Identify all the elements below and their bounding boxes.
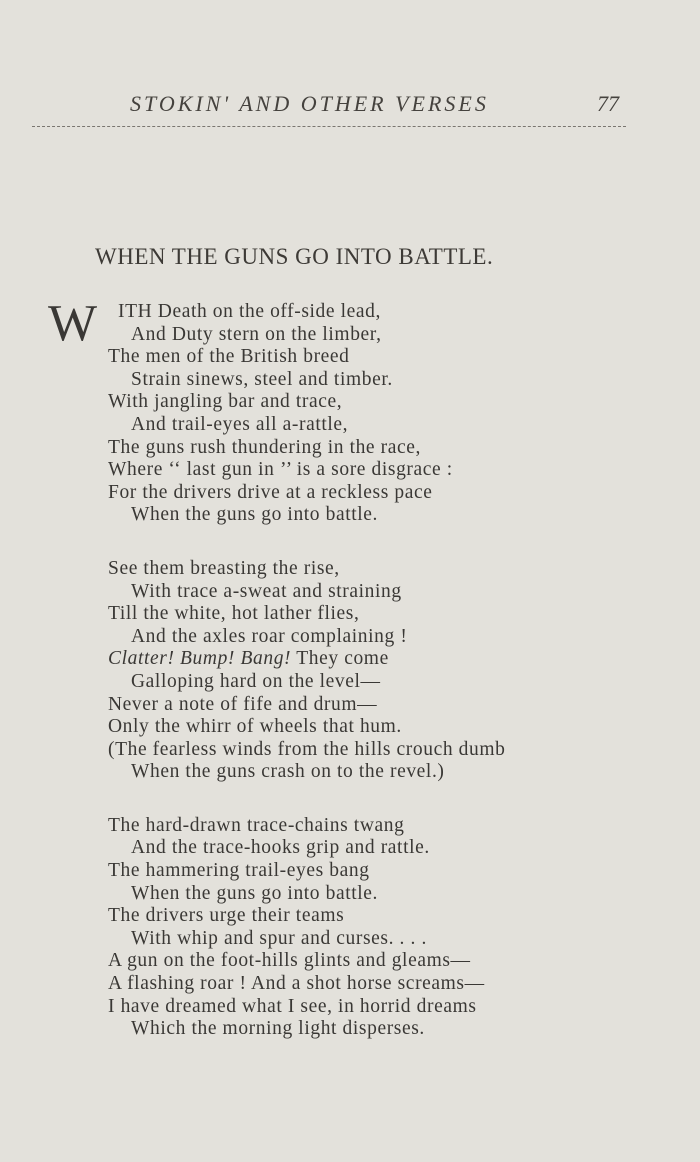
poem-line: I have dreamed what I see, in horrid dreams [108,995,477,1017]
poem-line: The drivers urge their teams [108,905,345,927]
stanza-3 [0,815,700,1041]
poem-line: With jangling bar and trace, [108,391,343,413]
line-rest: They come [291,648,389,670]
poem-line: With trace a-sweat and straining [131,580,402,602]
poem-line: And the axles roar complaining ! [131,625,408,647]
poem-line: The hammering trail-eyes bang [108,860,370,882]
header-rule [32,126,626,127]
poem-line: When the guns go into battle. [131,504,379,526]
poem-line: For the drivers drive at a reckless pace [108,481,433,503]
poem-line: The hard-drawn trace-chains twang [108,814,405,836]
poem-title: WHEN THE GUNS GO INTO BATTLE. [95,244,494,269]
poem-body [0,295,700,1072]
poem-line: The men of the British breed [108,346,350,368]
poem-line: When the guns crash on to the revel.) [131,761,445,783]
running-head [0,91,700,121]
poem-line: (The fearless winds from the hills crouch dumb [108,738,506,760]
poem-line: A gun on the foot-hills glints and gleams— [108,950,471,972]
poem-line: Till the white, hot lather flies, [108,603,360,625]
page-number: 77 [597,91,619,116]
poem-line: And trail-eyes all a-rattle, [131,413,349,435]
poem-line: See them breasting the rise, [108,557,340,579]
poem-line: The guns rush thundering in the race, [108,436,421,458]
poem-line [0,648,700,671]
poem-line: Only the whirr of wheels that hum. [108,716,402,738]
poem-line: ITH Death on the off-side lead, [118,301,381,322]
stanza-2 [0,558,700,784]
poem-line: Never a note of fife and drum— [108,693,378,715]
poem-line: When the guns go into battle. [131,882,379,904]
poem-line: And Duty stern on the limber, [131,323,382,345]
italic-exclamations: Clatter! Bump! Bang! [108,648,292,670]
poem-line: With whip and spur and curses. . . . [131,927,427,949]
poem-line: Galloping hard on the level— [131,670,381,692]
poem-line: Where ‘‘ last gun in ’’ is a sore disgrace : [108,459,453,481]
stanza-1 [0,295,700,527]
poem-line: A flashing roar ! And a shot horse screams— [108,973,485,995]
poem-line: And the trace-hooks grip and rattle. [131,837,430,859]
poem-line: Strain sinews, steel and timber. [131,368,393,390]
running-title: STOKIN' AND OTHER VERSES [130,91,489,116]
drop-cap: W [48,295,98,352]
poem-line: Which the morning light disperses. [131,1018,425,1040]
